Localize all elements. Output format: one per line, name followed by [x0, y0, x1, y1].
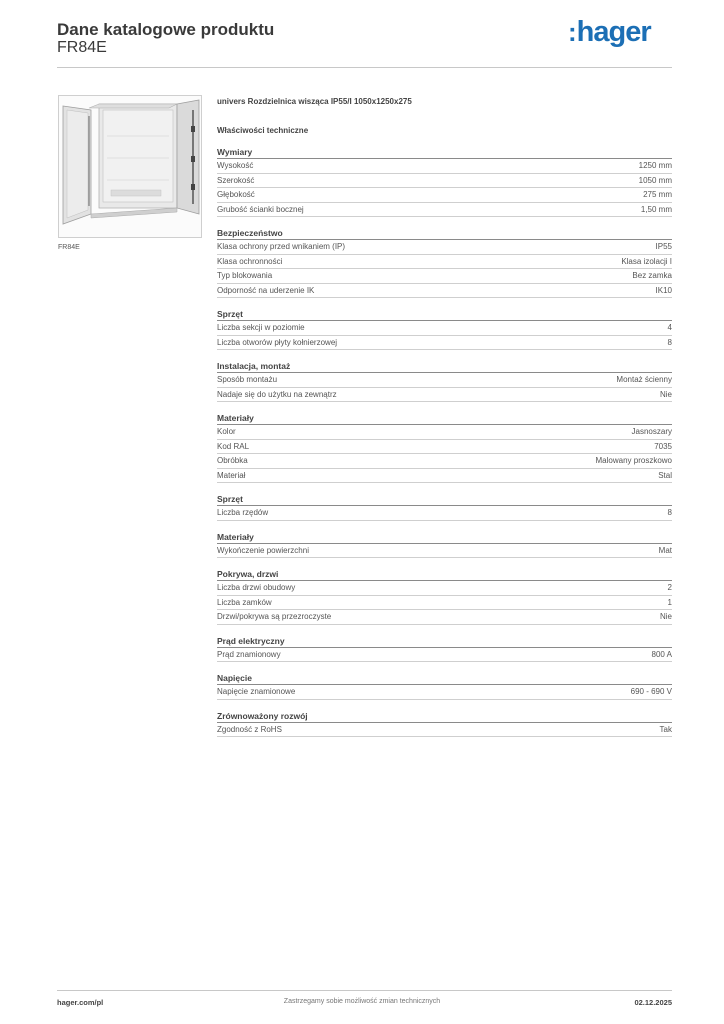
footer-divider	[57, 990, 672, 991]
spec-value: Mat	[658, 545, 672, 555]
spec-value: IK10	[655, 285, 672, 295]
spec-row	[217, 544, 672, 559]
spec-label: Głębokość	[217, 190, 255, 199]
section-heading: Materiały	[217, 413, 672, 425]
spec-label: Wykończenie powierzchni	[217, 545, 309, 555]
section-heading: Instalacja, montaż	[217, 361, 672, 373]
spec-section	[217, 711, 672, 738]
section-heading: Pokrywa, drzwi	[217, 569, 672, 581]
spec-row	[217, 255, 672, 270]
spec-row	[217, 284, 672, 299]
enclosure-illustration-icon	[59, 96, 201, 237]
spec-label: Szerokość	[217, 175, 255, 185]
section-heading: Sprzęt	[217, 494, 672, 506]
spec-row	[217, 203, 672, 218]
product-code: FR84E	[57, 39, 107, 56]
spec-label: Nadaje się do użytku na zewnątrz	[217, 389, 337, 399]
spec-label: Typ blokowania	[217, 271, 273, 280]
spec-label: Kolor	[217, 427, 236, 436]
spec-label: Grubość ścianki bocznej	[217, 204, 304, 214]
footer-website-link[interactable]: hager.com/pl	[57, 998, 104, 1007]
spec-row	[217, 373, 672, 388]
spec-row	[217, 506, 672, 521]
spec-value: Jasnoszary	[631, 427, 672, 436]
spec-value: 8	[667, 508, 672, 517]
spec-value: 1050 mm	[638, 175, 672, 185]
section-heading: Materiały	[217, 532, 672, 544]
spec-row	[217, 321, 672, 336]
spec-section	[217, 228, 672, 298]
properties-heading: Właściwości techniczne	[217, 126, 309, 135]
spec-section	[217, 147, 672, 217]
spec-row	[217, 336, 672, 351]
spec-value: Nie	[659, 612, 672, 621]
spec-row	[217, 159, 672, 174]
spec-label: Liczba otworów płyty kołnierzowej	[217, 337, 338, 347]
product-image	[58, 95, 202, 238]
image-caption: FR84E	[58, 244, 80, 251]
spec-row	[217, 610, 672, 625]
section-heading: Zrównoważony rozwój	[217, 711, 672, 723]
footer-date: 02.12.2025	[634, 998, 672, 1007]
spec-section	[217, 494, 672, 521]
spec-label: Liczba zamków	[217, 597, 272, 607]
spec-value: Bez zamka	[632, 271, 672, 280]
spec-label: Sposób montażu	[217, 375, 278, 384]
logo-colon-icon: :	[568, 17, 576, 47]
spec-label: Wysokość	[217, 161, 254, 170]
spec-row	[217, 723, 672, 738]
spec-row	[217, 596, 672, 611]
spec-row	[217, 188, 672, 203]
spec-section	[217, 413, 672, 483]
spec-label: Zgodność z RoHS	[217, 724, 282, 734]
spec-label: Drzwi/pokrywa są przezroczyste	[217, 612, 332, 621]
spec-section	[217, 673, 672, 700]
spec-value: Montaż ścienny	[616, 375, 672, 384]
spec-row	[217, 685, 672, 700]
product-name: univers Rozdzielnica wisząca IP55/I 1050x1250x275	[217, 97, 412, 106]
section-heading: Bezpieczeństwo	[217, 228, 672, 240]
spec-value: 1250 mm	[638, 161, 672, 170]
spec-label: Kod RAL	[217, 441, 250, 451]
spec-label: Liczba drzwi obudowy	[217, 583, 296, 592]
spec-label: Liczba sekcji w poziomie	[217, 323, 305, 332]
spec-value: 8	[667, 337, 672, 347]
spec-value: IP55	[655, 242, 672, 251]
spec-row	[217, 581, 672, 596]
hager-logo[interactable]	[568, 16, 651, 49]
spec-value: 1,50 mm	[640, 204, 672, 214]
spec-row	[217, 269, 672, 284]
spec-row	[217, 454, 672, 469]
spec-value: Nie	[659, 389, 672, 399]
spec-section	[217, 309, 672, 350]
spec-row	[217, 469, 672, 484]
spec-sections	[217, 147, 672, 737]
logo-text: hager	[576, 16, 651, 48]
spec-value: 1	[667, 597, 672, 607]
spec-value: 690 - 690 V	[630, 687, 672, 696]
section-heading: Sprzęt	[217, 309, 672, 321]
spec-section	[217, 532, 672, 559]
spec-value: 800 A	[651, 649, 672, 659]
spec-value: Klasa izolacji I	[621, 256, 672, 266]
page-title: Dane katalogowe produktu	[57, 20, 275, 39]
spec-value: Malowany proszkowo	[595, 456, 672, 465]
spec-row	[217, 648, 672, 663]
spec-row	[217, 440, 672, 455]
section-heading: Prąd elektryczny	[217, 636, 672, 648]
section-heading: Napięcie	[217, 673, 672, 685]
spec-value: 275 mm	[643, 190, 672, 199]
footer-disclaimer: Zastrzegamy sobie możliwość zmian technicznych	[283, 998, 441, 1005]
spec-label: Obróbka	[217, 456, 248, 465]
spec-row	[217, 388, 672, 403]
spec-label: Materiał	[217, 470, 246, 480]
spec-content	[217, 97, 672, 748]
spec-label: Klasa ochronności	[217, 256, 283, 266]
spec-value: 2	[667, 583, 672, 592]
spec-value: Tak	[659, 724, 672, 734]
spec-value: 7035	[654, 441, 672, 451]
spec-label: Prąd znamionowy	[217, 649, 281, 659]
spec-row	[217, 240, 672, 255]
spec-section	[217, 361, 672, 402]
spec-row	[217, 174, 672, 189]
spec-section	[217, 636, 672, 663]
header-divider	[57, 67, 672, 68]
spec-value: Stal	[658, 470, 672, 480]
spec-section	[217, 569, 672, 625]
spec-label: Odporność na uderzenie IK	[217, 285, 315, 295]
section-heading: Wymiary	[217, 147, 672, 159]
spec-row	[217, 425, 672, 440]
spec-label: Klasa ochrony przed wnikaniem (IP)	[217, 242, 346, 251]
spec-label: Liczba rzędów	[217, 508, 269, 517]
spec-value: 4	[667, 323, 672, 332]
spec-label: Napięcie znamionowe	[217, 687, 296, 696]
